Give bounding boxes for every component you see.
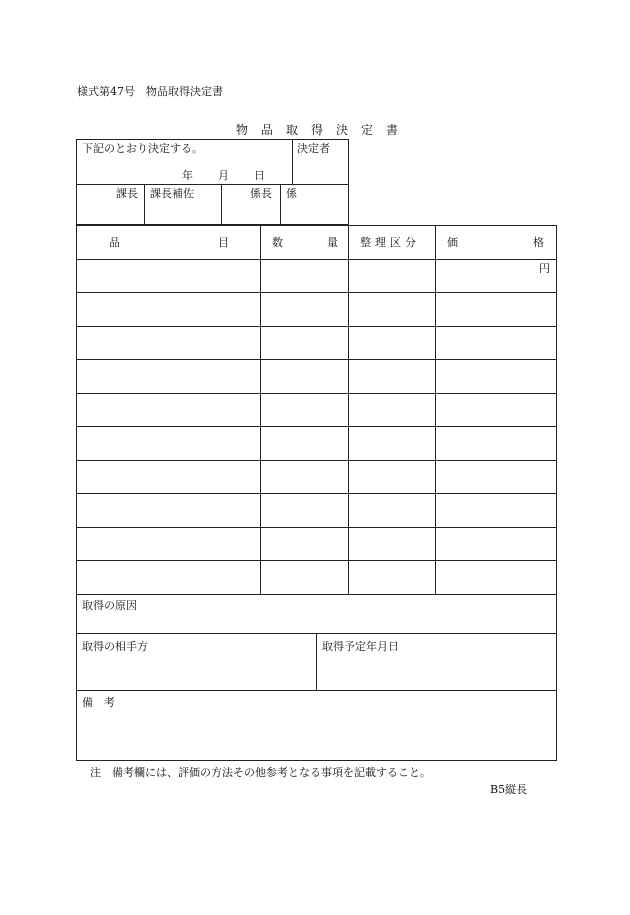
footnote: 注 備考欄には、評価の方法その他参考となる事項を記載すること。 <box>90 766 431 779</box>
decider-label: 決定者 <box>297 142 330 155</box>
row-divider <box>76 359 557 360</box>
row-divider <box>76 326 557 327</box>
header-divider <box>76 184 349 185</box>
decider-divider <box>292 139 293 185</box>
decision-text: 下記のとおり決定する。 <box>82 142 203 155</box>
row-divider <box>76 594 557 595</box>
approver-divider-2 <box>221 184 222 225</box>
scheduled-date-label: 取得予定年月日 <box>322 640 399 653</box>
row-divider <box>76 560 557 561</box>
column-divider-qty <box>260 225 261 594</box>
approver-kakaricho: 係長 <box>250 187 272 200</box>
price-unit-yen: 円 <box>539 262 550 275</box>
row-divider <box>76 493 557 494</box>
reason-label: 取得の原因 <box>82 599 137 612</box>
form-title: 物品取得決定書 <box>236 123 412 137</box>
column-header-item-b: 目 <box>218 236 229 249</box>
column-divider-category <box>348 225 349 594</box>
approver-divider-1 <box>144 184 145 225</box>
paper-size-label: B5縦長 <box>490 783 528 796</box>
column-header-qty-a: 数 <box>272 236 283 249</box>
column-header-item-a: 品 <box>109 236 120 249</box>
column-header-price-a: 価 <box>447 236 458 249</box>
row-divider <box>76 259 557 260</box>
date-month-label: 月 <box>218 169 229 182</box>
row-divider <box>76 292 557 293</box>
approver-kacho-hosa: 課長補佐 <box>150 187 194 200</box>
date-day-label: 日 <box>254 169 265 182</box>
counterparty-divider <box>316 633 317 690</box>
counterparty-label: 取得の相手方 <box>82 640 148 653</box>
counterparty-bottom-divider <box>76 690 557 691</box>
approver-divider-3 <box>280 184 281 225</box>
row-divider <box>76 426 557 427</box>
column-header-qty-b: 量 <box>327 236 338 249</box>
column-header-category: 整理区分 <box>360 236 420 249</box>
remarks-label: 備 考 <box>82 696 115 709</box>
form-number: 様式第47号 物品取得決定書 <box>77 85 223 98</box>
row-divider <box>76 527 557 528</box>
approver-kacho: 課長 <box>116 187 138 200</box>
column-divider-price <box>435 225 436 594</box>
date-year-label: 年 <box>182 169 193 182</box>
approver-kakari: 係 <box>286 187 297 200</box>
row-divider <box>76 460 557 461</box>
row-divider <box>76 393 557 394</box>
column-header-price-b: 格 <box>533 236 544 249</box>
